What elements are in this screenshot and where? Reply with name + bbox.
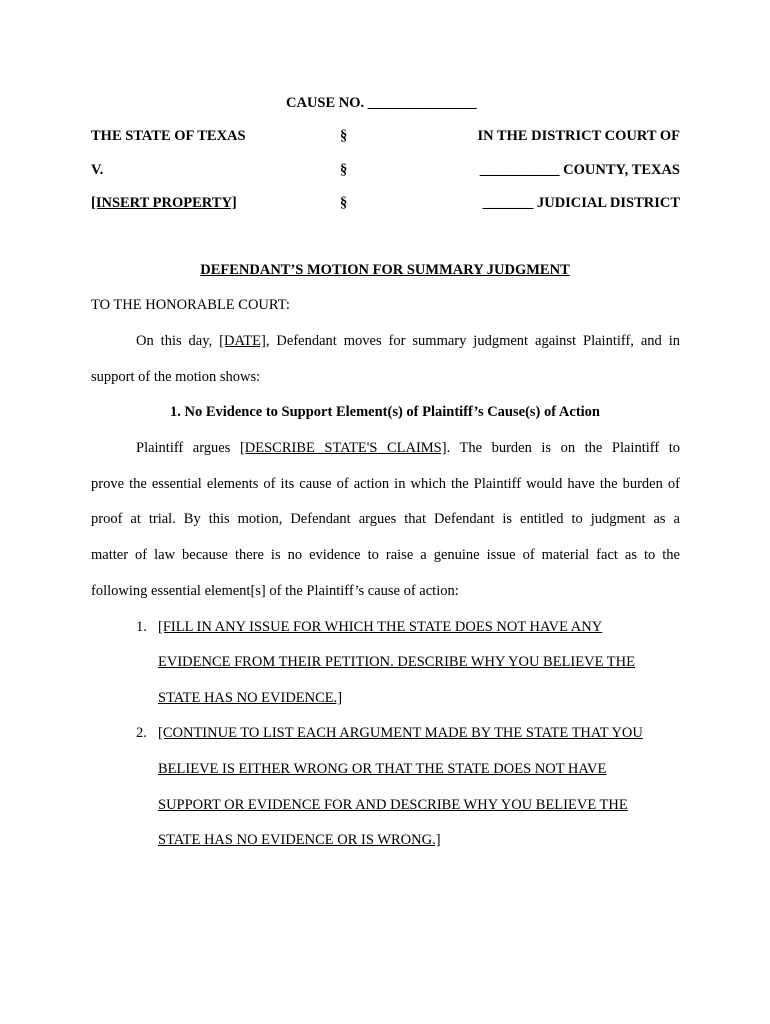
list-item-2-line-3: SUPPORT OR EVIDENCE FOR AND DESCRIBE WHY YOU BELIEVE THE: [158, 797, 628, 813]
motion-title: DEFENDANT’S MOTION FOR SUMMARY JUDGMENT: [200, 262, 570, 278]
caption-right-2: ___________ COUNTY, TEXAS: [479, 162, 680, 178]
para-line-3: proof at trial. By this motion, Defendant argues that Defendant is entitled to judgment as a: [91, 511, 680, 527]
list-number-1: 1.: [136, 619, 147, 635]
para-text-pre: Plaintiff argues: [136, 440, 231, 456]
claims-field: [DESCRIBE STATE'S CLAIMS]: [239, 440, 447, 456]
list-item-2-line-4: STATE HAS NO EVIDENCE OR IS WRONG.]: [158, 832, 441, 848]
salutation: TO THE HONORABLE COURT:: [91, 297, 290, 313]
intro-line-2: support of the motion shows:: [91, 369, 261, 385]
section-mark-1: §: [340, 128, 348, 144]
caption-left-3: [INSERT PROPERTY]: [91, 195, 237, 211]
cause-number: CAUSE NO. _______________: [286, 95, 477, 111]
section-mark-3: §: [340, 195, 348, 211]
caption-left-2: V.: [91, 162, 104, 178]
intro-text-pre: On this day,: [136, 333, 213, 349]
para-line-2: prove the essential elements of its cause of action in which the Plaintiff would have the burden of: [91, 476, 680, 492]
list-item-1-line-3: STATE HAS NO EVIDENCE.]: [158, 690, 343, 706]
date-field: [DATE]: [219, 333, 266, 349]
list-item-2-line-2: BELIEVE IS EITHER WRONG OR THAT THE STATE DOES NOT HAVE: [158, 761, 607, 777]
section-mark-2: §: [340, 162, 348, 178]
intro-text-post: , Defendant moves for summary judgment against Plaintiff, and in: [265, 333, 681, 349]
intro-line-1: [136, 334, 680, 349]
para-text-post: . The burden is on the Plaintiff to: [446, 440, 680, 456]
caption-left-1: THE STATE OF TEXAS: [91, 128, 246, 144]
list-item-2-line-1: [CONTINUE TO LIST EACH ARGUMENT MADE BY THE STATE THAT YOU: [158, 725, 643, 741]
caption-right-1: IN THE DISTRICT COURT OF: [477, 128, 680, 144]
list-item-1-line-1: [FILL IN ANY ISSUE FOR WHICH THE STATE DOES NOT HAVE ANY: [158, 619, 603, 635]
caption-right-3: _______ JUDICIAL DISTRICT: [482, 195, 680, 211]
list-number-2: 2.: [136, 725, 147, 741]
para-line-4: matter of law because there is no evidence to raise a genuine issue of material fact as to the: [91, 547, 680, 563]
para-line-1: [136, 441, 680, 456]
section-heading-1: 1. No Evidence to Support Element(s) of Plaintiff’s Cause(s) of Action: [169, 404, 600, 420]
para-line-5: following essential element[s] of the Plaintiff’s cause of action:: [91, 583, 459, 599]
list-item-1-line-2: EVIDENCE FROM THEIR PETITION. DESCRIBE WHY YOU BELIEVE THE: [158, 654, 635, 670]
